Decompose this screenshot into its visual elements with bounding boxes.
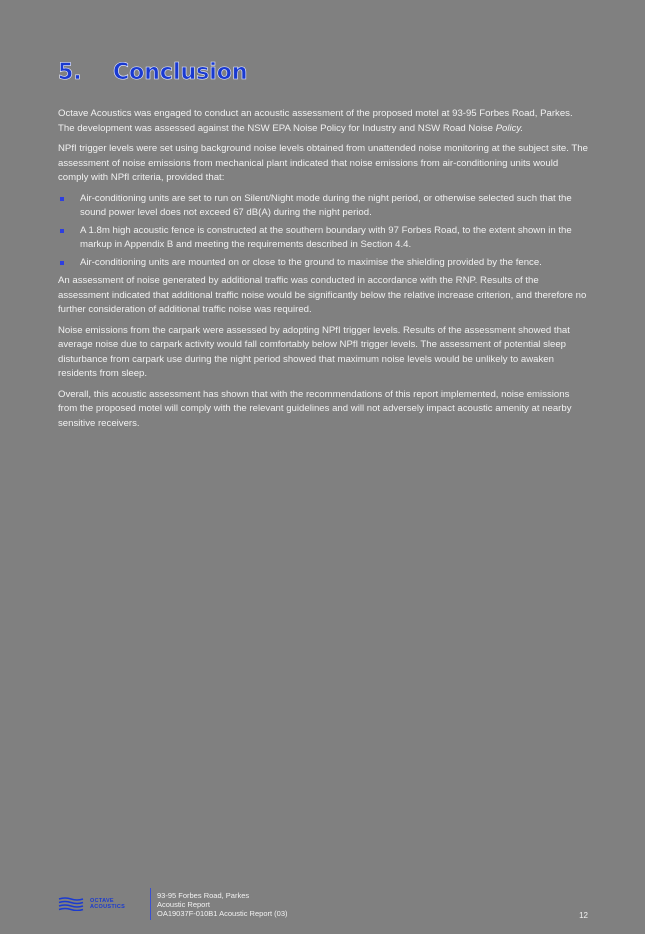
bullet-square-icon <box>60 261 64 265</box>
document-page <box>58 60 588 437</box>
wave-logo-icon <box>58 897 84 911</box>
report-reference: OA19037F-010B1 Acoustic Report (03) <box>157 908 288 918</box>
list-item: Air-conditioning units are set to run on Silent/Night mode during the night period, or otherwise selected such that the sound power level does not exceed 67 dB(A) during the night period. <box>58 192 588 221</box>
list-item: Air-conditioning units are mounted on or close to the ground to maximise the shielding provided by the fence. <box>58 256 588 271</box>
logo-text: OCTAVE ACOUSTICS <box>90 898 126 910</box>
traffic-paragraph: An assessment of noise generated by additional traffic was conducted in accordance with the RNP. Results of the assessment indicated that additional traffic noise would be significantly below the relative increase criterion, and therefore no further consideration of additional traffic noise was required. <box>58 275 587 315</box>
list-item: A 1.8m high acoustic fence is constructed at the southern boundary with 97 Forbes Road, to the extent shown in the markup in Appendix B and meeting the requirements described in Section 4.4. <box>58 224 588 253</box>
footer-meta <box>157 891 579 918</box>
bullet-square-icon <box>60 197 64 201</box>
intro-paragraph-1: Octave Acoustics was engaged to conduct an acoustic assessment of the proposed motel at 93-95 Forbes Road, Parkes. The development was assessed against the NSW EPA Noise Policy for Industry and NSW Road Noise Policy. <box>58 108 573 134</box>
project-name: 93-95 Forbes Road, Parkes <box>157 890 250 900</box>
carpark-paragraph: Noise emissions from the carpark were assessed by adopting NPfI trigger levels. Results of the assessment showed that average noise due to carpark activity would fall comfortably below NPfI trigger levels. The assessment of potential sleep disturbance from carpark use during the night period showed that maximum noise levels would be unlikely to awaken residents from sleep. <box>58 324 570 379</box>
section-heading <box>58 60 588 85</box>
section-number: 5. <box>58 60 82 85</box>
footer-divider <box>150 888 151 920</box>
company-logo <box>58 897 150 911</box>
bullet-square-icon <box>60 229 64 233</box>
intro-paragraph-2: NPfI trigger levels were set using background noise levels obtained from unattended noise monitoring at the subject site. The assessment of noise emissions from mechanical plant indicated that noise emissions from air-conditioning units would comply with NPfI criteria, provided that: <box>58 143 588 183</box>
overall-paragraph: Overall, this acoustic assessment has shown that with the recommendations of this report implemented, noise emissions from the proposed motel will comply with the relevant guidelines and will not adversely impact acoustic amenity at nearby sensitive receivers. <box>58 388 572 429</box>
section-title: Conclusion <box>113 60 248 85</box>
conditions-list <box>58 192 588 271</box>
page-footer <box>58 886 588 922</box>
report-type: Acoustic Report <box>157 899 210 909</box>
page-number: 12 <box>579 911 588 920</box>
